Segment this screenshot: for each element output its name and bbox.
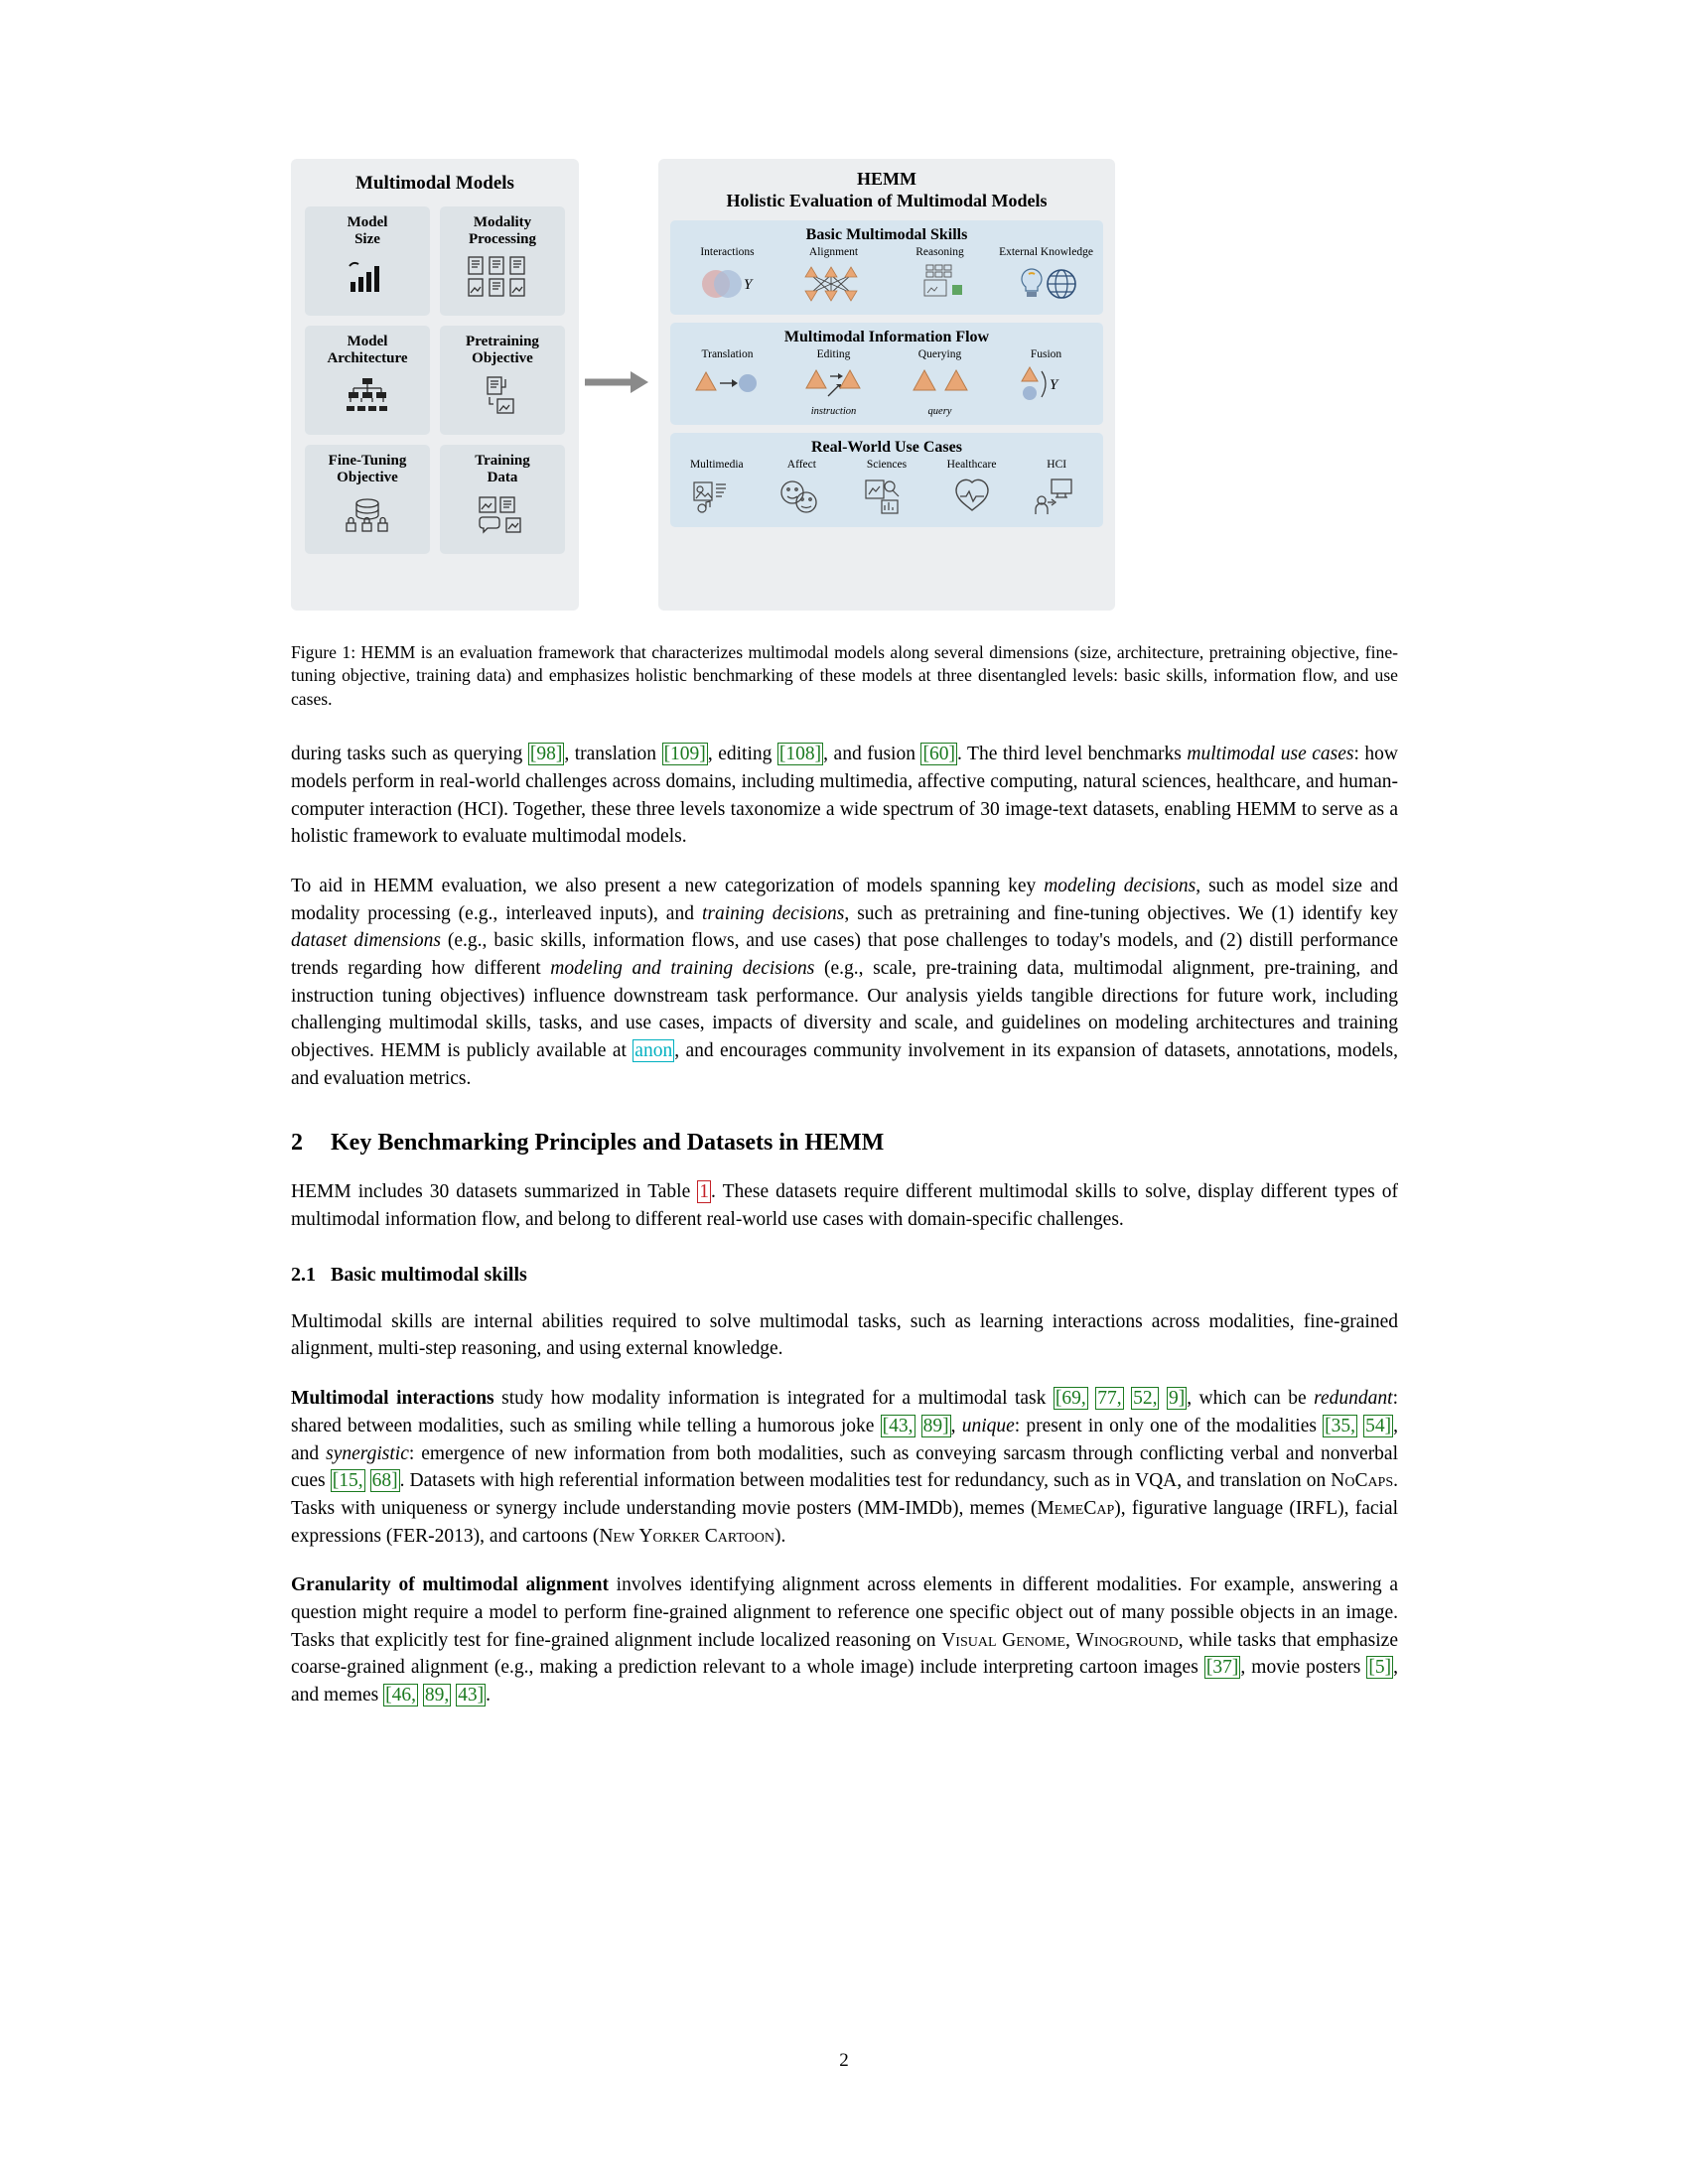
modality-processing-cell [440, 206, 565, 316]
hemm-title-line2: Holistic Evaluation of Multimodal Models [726, 190, 1048, 210]
use-cases-title: Real-World Use Cases [811, 439, 962, 457]
usecase-hci [1014, 459, 1099, 519]
p2-em3: dataset dimensions [291, 930, 441, 952]
multimodal-information-flow-panel [670, 323, 1103, 426]
training-data-label: Training Data [475, 453, 530, 486]
citation-46[interactable]: [46, [385, 1685, 417, 1706]
usecase-healthcare [929, 459, 1015, 519]
external-knowledge-label: External Knowledge [999, 245, 1093, 258]
citation-109[interactable]: [109] [663, 744, 706, 765]
citation-35[interactable]: [35, [1325, 1415, 1355, 1436]
paragraph-5 [291, 1385, 1398, 1550]
science-chart-icon [860, 474, 914, 519]
multimedia-icon [690, 474, 744, 519]
svg-text:Y: Y [743, 276, 752, 293]
dataset-visual-genome: Visual Genome [941, 1629, 1065, 1651]
p5-em3: synergistic [326, 1442, 409, 1464]
subsection-21-number: 2.1 [291, 1263, 316, 1286]
reasoning-label: Reasoning [915, 245, 964, 258]
paragraph-1 [291, 741, 1398, 851]
network-architecture-icon [345, 374, 390, 418]
usecase-sciences [844, 459, 929, 519]
flow-editing [780, 348, 887, 418]
human-computer-icon [1030, 474, 1083, 519]
citation-68[interactable]: 68] [371, 1470, 398, 1492]
page-number: 2 [839, 2050, 849, 2071]
paragraph-3 [291, 1178, 1398, 1233]
p5-seg11: ). [774, 1525, 786, 1547]
p2-seg6: , and encourages community involvement in its expansion of datasets, annotations, models, and evaluation metrics. [291, 1040, 1398, 1089]
basic-multimodal-skills-panel [670, 220, 1103, 315]
p1-seg2: , translation [564, 744, 662, 765]
p5-bold-lead: Multimodal interactions [291, 1388, 494, 1410]
p2-seg4: (e.g., basic skills, information flows, and use cases) that pose challenges to today's models, and (2) distill performance trends regarding how different [291, 930, 1398, 979]
training-data-cell [440, 445, 565, 554]
dataset-nocaps: NoCaps [1331, 1470, 1394, 1492]
modality-processing-label: Modality Processing [468, 214, 537, 248]
hemm-title-line1: HEMM [857, 169, 916, 189]
documents-images-icon [466, 255, 539, 299]
p1-seg1: during tasks such as querying [291, 744, 528, 765]
p2-em4: modeling and training decisions [550, 957, 815, 979]
section-2-heading [291, 1130, 1398, 1157]
fusion-label: Fusion [1030, 347, 1062, 360]
usecase-multimedia [674, 459, 760, 519]
translation-label: Translation [701, 347, 754, 360]
citation-5[interactable]: [5] [1368, 1657, 1392, 1679]
affect-label: Affect [786, 459, 816, 472]
hci-label: HCI [1047, 459, 1067, 472]
figure-caption: Figure 1: HEMM is an evaluation framework that characterizes multimodal models along several dimensions (size, architecture, pretraining objective, fine-tuning objective, training data) and emphasizes holistic benchmarking of these models at three disentangled levels: basic skills, information flow, and use cases. [291, 642, 1398, 709]
model-size-label: Model Size [347, 214, 388, 248]
p2-seg3: , such as pretraining and fine-tuning objectives. We (1) identify key [844, 902, 1398, 924]
p1-seg4: , and fusion [823, 744, 921, 765]
p5-seg8: . Datasets with high referential information between modalities test for redundancy, such as in VQA, and translation on [399, 1470, 1332, 1492]
bipartite-graph-icon [801, 261, 867, 307]
citation-37[interactable]: [37] [1205, 1657, 1239, 1679]
multimedia-label: Multimedia [689, 459, 744, 472]
document-image-icon [480, 374, 525, 418]
model-architecture-cell [305, 326, 430, 435]
paragraph-2 [291, 873, 1398, 1093]
p6-seg3: , while tasks that emphasize coarse-grained alignment (e.g., making a prediction relevant to a whole image) include interpreting cartoon images [291, 1629, 1398, 1679]
pretraining-objective-cell [440, 326, 565, 435]
basic-skills-title: Basic Multimodal Skills [805, 225, 968, 243]
flow-translation [674, 348, 780, 407]
p5-seg6: , and [291, 1415, 1399, 1464]
citation-15[interactable]: [15, [332, 1470, 363, 1492]
citation-9[interactable]: 9] [1168, 1388, 1186, 1410]
fine-tuning-objective-cell [305, 445, 430, 554]
query-triangles-icon [905, 362, 976, 408]
fusion-merge-icon [1016, 362, 1077, 408]
multimodal-models-panel [291, 159, 579, 611]
subsection-21-heading [291, 1264, 1398, 1287]
skill-interactions [674, 246, 780, 307]
p5-seg7: : emergence of new information from both modalities, such as conveying sarcasm through conflicting verbal and nonverbal cues [291, 1442, 1399, 1492]
querying-label: Querying [917, 347, 962, 360]
p2-em1: modeling decisions [1044, 875, 1196, 896]
dataset-new-yorker-cartoon: New Yorker Cartoon [599, 1525, 774, 1547]
paragraph-6 [291, 1571, 1398, 1708]
citation-108[interactable]: [108] [778, 744, 822, 765]
subsection-21-title: Basic multimodal skills [331, 1263, 527, 1286]
p6-bold-lead: Granularity of multimodal alignment [291, 1574, 609, 1596]
citation-77[interactable]: 77, [1097, 1388, 1122, 1410]
p1-em1: multimodal use cases [1187, 744, 1354, 765]
citation-89[interactable]: 89] [922, 1415, 949, 1436]
table-reference-1[interactable]: 1 [699, 1181, 710, 1203]
sciences-label: Sciences [866, 459, 908, 472]
editing-note: instruction [810, 406, 857, 418]
venn-diagram-icon [696, 261, 760, 307]
dataset-memecap: MemeCap [1037, 1497, 1115, 1519]
alignment-label: Alignment [808, 245, 859, 258]
p5-em2: unique [961, 1415, 1015, 1436]
hemm-title [658, 159, 1115, 212]
p1-seg5: . The third level benchmarks [956, 744, 1188, 765]
heart-shield-icon [945, 474, 999, 519]
edit-instruction-icon [798, 362, 870, 408]
right-arrow-icon [585, 367, 654, 397]
p2-em2: training decisions [701, 902, 845, 924]
citation-98[interactable]: [98] [529, 744, 563, 765]
p2-seg1: To aid in HEMM evaluation, we also present a new categorization of models spanning key [291, 875, 1045, 896]
database-lock-icon [343, 493, 392, 537]
p5-seg2: , which can be [1187, 1388, 1315, 1410]
p6-seg6: . [486, 1685, 492, 1706]
p2-seg2: , such as model size and modality processing (e.g., interleaved inputs), and [291, 875, 1398, 924]
section-2-number: 2 [291, 1130, 303, 1157]
svg-text:Y: Y [1049, 377, 1057, 394]
figure-1 [291, 159, 1398, 635]
healthcare-label: Healthcare [946, 459, 997, 472]
information-flow-title: Multimodal Information Flow [783, 328, 990, 345]
citation-89b[interactable]: 89, [424, 1685, 450, 1706]
skill-external-knowledge [993, 246, 1099, 307]
fine-tuning-objective-label: Fine-Tuning Objective [328, 453, 407, 486]
usecase-affect [760, 459, 845, 519]
p1-seg6: : how models perform in real-world challenges across domains, including multimedia, affective computing, natural sciences, healthcare, and human-computer interaction (HCI). Together, these three levels taxonomize a wide spectrum of 30 image-text datasets, enabling HEMM to serve as a holistic framework to evaluate multimodal models. [291, 744, 1399, 848]
p3-seg1: HEMM includes 30 datasets summarized in Table [291, 1181, 698, 1203]
image-text-data-icon [477, 493, 528, 537]
p5-seg3: : shared between modalities, such as smiling while telling a humorous joke [291, 1388, 1399, 1436]
p5-seg1: study how modality information is integrated for a multimodal task [493, 1388, 1054, 1410]
p2-seg5: (e.g., scale, pre-training data, multimodal alignment, pre-training, and instruction tuning objectives) influence downstream task performance. Our analysis yields tangible directions for future work, including challenging multimodal skills, tasks, and use cases, impacts of diversity and scale, and guidelines on modeling architectures and training objectives. HEMM is publicly available at [291, 957, 1399, 1062]
hemm-panel [658, 159, 1115, 611]
querying-note: query [927, 406, 952, 418]
p5-seg10: ), figurative language (IRFL), facial expressions (FER-2013), and cartoons ( [291, 1497, 1398, 1547]
flow-fusion [993, 348, 1099, 407]
pretraining-objective-label: Pretraining Objective [466, 334, 539, 367]
multimodal-models-title: Multimodal Models [355, 173, 514, 194]
skill-reasoning [887, 246, 993, 307]
model-size-cell [305, 206, 430, 316]
citation-52[interactable]: 52, [1133, 1388, 1158, 1410]
page-content [291, 0, 1398, 1709]
anon-link[interactable]: anon [634, 1040, 673, 1062]
triangle-to-circle-icon [692, 362, 764, 408]
model-architecture-label: Model Architecture [327, 334, 408, 367]
p6-seg1: involves identifying alignment across elements in different modalities. For example, answering a question might require a model to perform fine-grained alignment to reference one specific object out of many possible objects in an image. Tasks that explicitly test for fine-grained alignment include localized reasoning on [291, 1574, 1398, 1651]
p5-seg9: . Tasks with uniqueness or synergy include understanding movie posters (MM-IMDb), memes ( [291, 1470, 1399, 1519]
p6-seg5: , and memes [291, 1657, 1399, 1706]
real-world-use-cases-panel [670, 433, 1103, 527]
editing-label: Editing [816, 347, 851, 360]
p1-seg3: , editing [707, 744, 777, 765]
paragraph-4: Multimodal skills are internal abilities required to solve multimodal tasks, such as learning interactions across modalities, fine-grained alignment, multi-step reasoning, and using external knowledge. [291, 1310, 1398, 1360]
p6-seg4: , movie posters [1240, 1657, 1367, 1679]
interactions-label: Interactions [700, 245, 755, 258]
citation-43[interactable]: [43, [882, 1415, 914, 1436]
skill-alignment [780, 246, 887, 307]
p5-seg4: , [950, 1415, 962, 1436]
p6-seg2: , [1065, 1629, 1076, 1651]
reasoning-steps-icon [909, 261, 972, 307]
bar-chart-icon [347, 255, 388, 299]
p5-seg5: : present in only one of the modalities [1014, 1415, 1324, 1436]
section-2-title: Key Benchmarking Principles and Datasets in HEMM [331, 1130, 885, 1157]
emoji-faces-icon [774, 474, 828, 519]
citation-60[interactable]: [60] [922, 744, 955, 765]
multimodal-models-grid [291, 195, 579, 568]
citation-54[interactable]: 54] [1365, 1415, 1392, 1436]
citation-69[interactable]: [69, [1055, 1388, 1086, 1410]
p5-em1: redundant [1314, 1388, 1393, 1410]
flow-querying [887, 348, 993, 418]
lightbulb-globe-icon [1012, 261, 1081, 307]
p3-seg2: . These datasets require different multimodal skills to solve, display different types of multimodal information flow, and belong to different real-world use cases with domain-specific challenges. [291, 1181, 1399, 1231]
dataset-winoground: Winoground [1075, 1629, 1179, 1651]
citation-43b[interactable]: 43] [458, 1685, 485, 1706]
